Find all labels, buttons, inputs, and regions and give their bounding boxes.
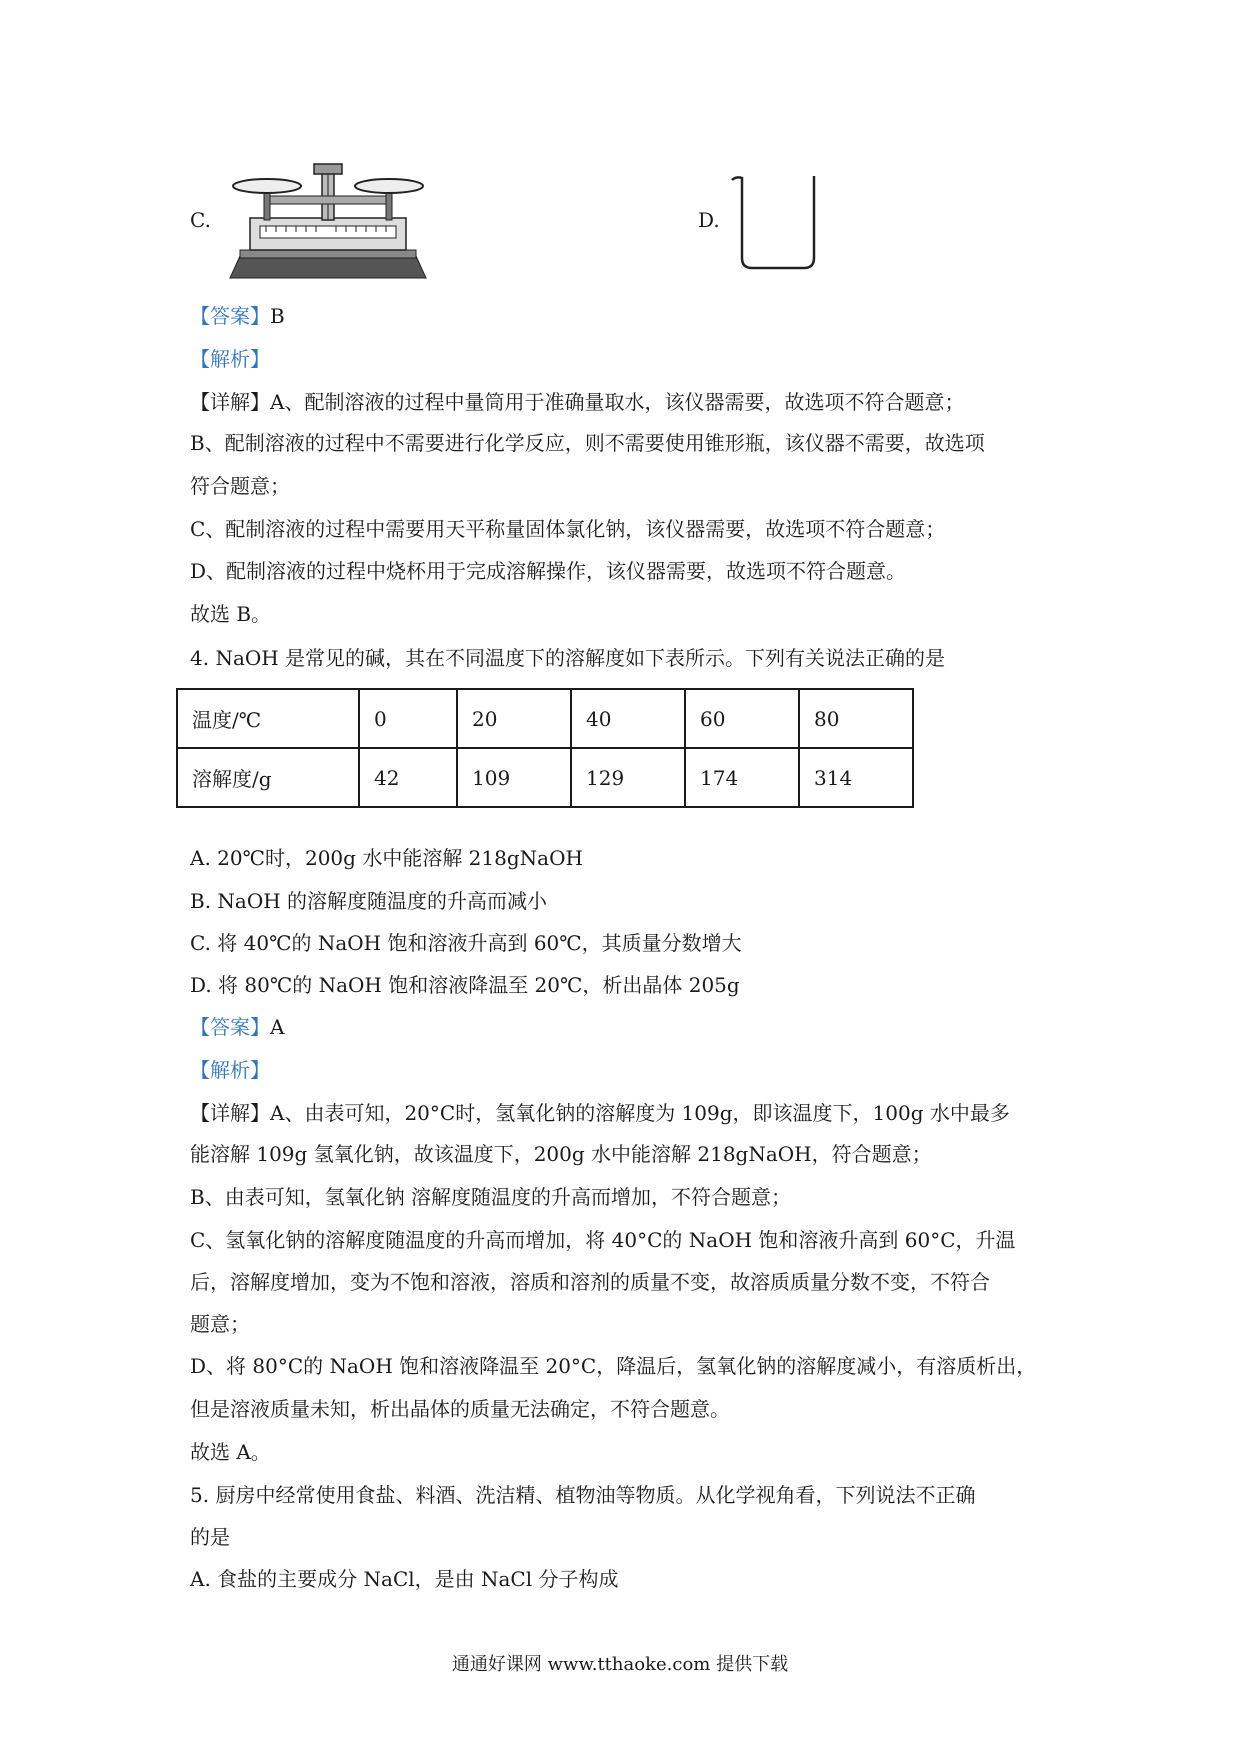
table-cell: 0 bbox=[359, 689, 457, 748]
q3-conclusion: 故选 B。 bbox=[190, 602, 272, 626]
q4-conclusion: 故选 A。 bbox=[190, 1440, 271, 1464]
q3-analysis-tag: 【解析】 bbox=[190, 347, 270, 371]
q4-detail-line-3: B、由表可知，氢氧化钠 溶解度随温度的升高而增加，不符合题意； bbox=[190, 1185, 792, 1209]
table-cell: 60 bbox=[685, 689, 799, 748]
answer-tag: 【答案】 bbox=[190, 1015, 270, 1039]
table-cell: 42 bbox=[359, 748, 457, 807]
page-footer: 通通好课网 www.tthaoke.com 提供下载 bbox=[451, 1654, 789, 1675]
q4-option-d: D. 将 80℃的 NaOH 饱和溶液降温至 20℃，析出晶体 205g bbox=[190, 973, 740, 997]
q4-answer-line bbox=[190, 1013, 284, 1041]
balance-scale-icon bbox=[226, 160, 430, 280]
solubility-table bbox=[176, 688, 914, 808]
table-cell: 80 bbox=[799, 689, 913, 748]
q4-detail-line-1 bbox=[190, 1099, 1010, 1127]
q3-detail-line-5: D、配制溶液的过程中烧杯用于完成溶解操作，该仪器需要，故选项不符合题意。 bbox=[190, 559, 907, 583]
q4-detail-line-4: C、氢氧化钠的溶解度随温度的升高而增加，将 40°C的 NaOH 饱和溶液升高到 60°C，升温 bbox=[190, 1228, 1016, 1252]
table-cell: 40 bbox=[571, 689, 685, 748]
table-cell: 温度/℃ bbox=[177, 689, 359, 748]
table-row bbox=[177, 689, 913, 748]
table-row bbox=[177, 748, 913, 807]
table-cell: 109 bbox=[457, 748, 571, 807]
q4-detail-line-5: 后，溶解度增加，变为不饱和溶液，溶质和溶剂的质量不变，故溶质质量分数不变，不符合 bbox=[190, 1270, 990, 1294]
table-cell: 129 bbox=[571, 748, 685, 807]
q5-stem-line-1: 5. 厨房中经常使用食盐、料酒、洗洁精、植物油等物质。从化学视角看，下列说法不正确 bbox=[190, 1483, 976, 1507]
table-cell: 20 bbox=[457, 689, 571, 748]
table-cell: 174 bbox=[685, 748, 799, 807]
q3-detail-line-2: B、配制溶液的过程中不需要进行化学反应，则不需要使用锥形瓶，该仪器不需要，故选项 bbox=[190, 431, 985, 455]
q5-option-a: A. 食盐的主要成分 NaCl，是由 NaCl 分子构成 bbox=[190, 1567, 619, 1591]
detail-tag: 【详解】 bbox=[190, 390, 270, 414]
answer-value: B bbox=[270, 304, 285, 328]
q4-detail-line-7: D、将 80°C的 NaOH 饱和溶液降温至 20°C，降温后，氢氧化钠的溶解度减小，有溶质析出， bbox=[190, 1354, 1037, 1378]
q3-detail-line-1 bbox=[190, 388, 964, 416]
beaker-icon bbox=[728, 170, 824, 272]
q3-detail-text: A、配制溶液的过程中量筒用于准确量取水，该仪器需要，故选项不符合题意； bbox=[270, 390, 965, 414]
option-d-label: D. bbox=[698, 208, 720, 232]
q5-stem-line-2: 的是 bbox=[190, 1525, 230, 1549]
q4-stem: 4. NaOH 是常见的碱，其在不同温度下的溶解度如下表所示。下列有关说法正确的是 bbox=[190, 646, 946, 670]
q4-detail-line-2: 能溶解 109g 氢氧化钠，故该温度下，200g 水中能溶解 218gNaOH，符合题意； bbox=[190, 1142, 932, 1166]
q4-detail-line-8: 但是溶液质量未知，析出晶体的质量无法确定，不符合题意。 bbox=[190, 1397, 730, 1421]
q4-detail-line-6: 题意； bbox=[190, 1312, 250, 1336]
q3-detail-line-3: 符合题意； bbox=[190, 474, 290, 498]
table-cell: 溶解度/g bbox=[177, 748, 359, 807]
detail-tag: 【详解】 bbox=[190, 1101, 270, 1125]
q3-detail-line-4: C、配制溶液的过程中需要用天平称量固体氯化钠，该仪器需要，故选项不符合题意； bbox=[190, 517, 946, 541]
q4-option-b: B. NaOH 的溶解度随温度的升高而减小 bbox=[190, 889, 548, 913]
q4-option-c: C. 将 40℃的 NaOH 饱和溶液升高到 60℃，其质量分数增大 bbox=[190, 931, 742, 955]
q4-analysis-tag: 【解析】 bbox=[190, 1058, 270, 1082]
answer-value: A bbox=[270, 1015, 285, 1039]
q4-option-a: A. 20℃时，200g 水中能溶解 218gNaOH bbox=[190, 846, 583, 870]
q4-detail-text: A、由表可知，20°C时，氢氧化钠的溶解度为 109g，即该温度下，100g 水中最多 bbox=[270, 1101, 1010, 1125]
answer-tag: 【答案】 bbox=[190, 304, 270, 328]
q3-answer-line bbox=[190, 302, 285, 330]
table-cell: 314 bbox=[799, 748, 913, 807]
option-c-label: C. bbox=[190, 208, 211, 232]
